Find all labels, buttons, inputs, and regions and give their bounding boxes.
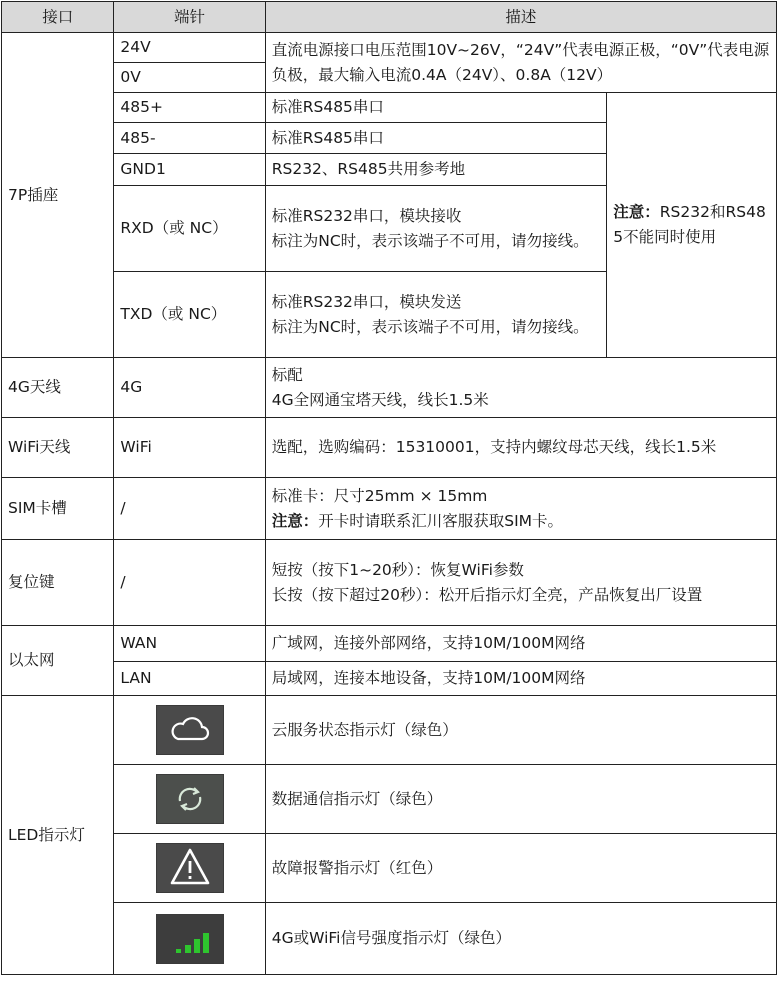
interface-7p: 7P插座 bbox=[2, 33, 114, 358]
pin-gnd1: GND1 bbox=[114, 154, 265, 186]
pin-reset: / bbox=[114, 540, 265, 626]
desc-wifi: 选配，选购编码：15310001，支持内螺纹母芯天线，线长1.5米 bbox=[265, 418, 776, 478]
table-row bbox=[2, 696, 777, 765]
sim-note-text: 开卡时请联系汇川客服获取SIM卡。 bbox=[318, 511, 564, 530]
desc-reset bbox=[265, 540, 776, 626]
pin-4g: 4G bbox=[114, 358, 265, 418]
desc-txd bbox=[265, 272, 607, 358]
led-warning-desc: 故障报警指示灯（红色） bbox=[265, 834, 776, 903]
desc-reset-line2: 长按（按下超过20秒）：松开后指示灯全亮，产品恢复出厂设置 bbox=[271, 585, 703, 604]
led-cloud-desc: 云服务状态指示灯（绿色） bbox=[265, 696, 776, 765]
table-row bbox=[2, 93, 777, 123]
interface-sim-slot: SIM卡槽 bbox=[2, 478, 114, 540]
desc-485-plus: 标准RS485串口 bbox=[265, 93, 607, 123]
warning-icon bbox=[156, 843, 224, 893]
table-header-row bbox=[2, 2, 777, 33]
table-row bbox=[2, 540, 777, 626]
desc-4g-line2: 4G全网通宝塔天线，线长1.5米 bbox=[271, 390, 489, 409]
desc-gnd1: RS232、RS485共用参考地 bbox=[265, 154, 607, 186]
table-row bbox=[2, 662, 777, 696]
note-text: RS232和RS485不能同时使用 bbox=[613, 203, 766, 246]
pin-485-minus: 485- bbox=[114, 123, 265, 154]
desc-4g-line1: 标配 bbox=[271, 365, 303, 384]
pin-wifi: WiFi bbox=[114, 418, 265, 478]
led-signal-cell bbox=[114, 903, 265, 975]
table-row bbox=[2, 903, 777, 975]
desc-txd-line1: 标准RS232串口，模块发送 bbox=[271, 292, 462, 311]
desc-rxd bbox=[265, 186, 607, 272]
header-description: 描述 bbox=[265, 2, 776, 33]
interface-wifi-antenna: WiFi天线 bbox=[2, 418, 114, 478]
interface-4g-antenna: 4G天线 bbox=[2, 358, 114, 418]
rs-note bbox=[607, 93, 777, 358]
desc-rxd-line1: 标准RS232串口，模块接收 bbox=[271, 206, 462, 225]
table-row bbox=[2, 626, 777, 662]
led-cloud-cell bbox=[114, 696, 265, 765]
desc-rxd-line2: 标注为NC时，表示该端子不可用，请勿接线。 bbox=[271, 231, 589, 250]
interface-led: LED指示灯 bbox=[2, 696, 114, 975]
led-sync-cell bbox=[114, 765, 265, 834]
sync-icon bbox=[156, 774, 224, 824]
desc-sim-line1: 标准卡：尺寸25mm × 15mm bbox=[271, 486, 488, 505]
interface-reset-key: 复位键 bbox=[2, 540, 114, 626]
header-interface: 接口 bbox=[2, 2, 114, 33]
pin-txd: TXD（或 NC） bbox=[114, 272, 265, 358]
desc-sim-line2 bbox=[272, 509, 770, 534]
desc-txd-line2: 标注为NC时，表示该端子不可用，请勿接线。 bbox=[271, 317, 589, 336]
pin-wan: WAN bbox=[114, 626, 265, 662]
desc-4g bbox=[265, 358, 776, 418]
cloud-icon bbox=[156, 705, 224, 755]
desc-485-minus: 标准RS485串口 bbox=[265, 123, 607, 154]
pin-24v: 24V bbox=[114, 33, 265, 63]
led-warning-cell bbox=[114, 834, 265, 903]
sim-note-label: 注意： bbox=[271, 511, 319, 530]
pin-sim: / bbox=[114, 478, 265, 540]
table-row bbox=[2, 358, 777, 418]
signal-bars-icon bbox=[156, 914, 224, 964]
interface-spec-table bbox=[1, 1, 777, 975]
header-pin: 端针 bbox=[114, 2, 265, 33]
note-label: 注意： bbox=[613, 203, 660, 222]
led-signal-desc: 4G或WiFi信号强度指示灯（绿色） bbox=[265, 903, 776, 975]
table-row bbox=[2, 478, 777, 540]
pin-0v: 0V bbox=[114, 63, 265, 93]
table-row bbox=[2, 834, 777, 903]
pin-rxd: RXD（或 NC） bbox=[114, 186, 265, 272]
table-row bbox=[2, 33, 777, 63]
desc-reset-line1: 短按（按下1~20秒）：恢复WiFi参数 bbox=[271, 560, 524, 579]
pin-485-plus: 485+ bbox=[114, 93, 265, 123]
desc-sim bbox=[265, 478, 776, 540]
power-description: 直流电源接口电压范围10V~26V，“24V”代表电源正极，“0V”代表电源负极，最大输入电流0.4A（24V）、0.8A（12V） bbox=[265, 33, 776, 93]
table-row bbox=[2, 418, 777, 478]
desc-lan: 局域网，连接本地设备，支持10M/100M网络 bbox=[265, 662, 776, 696]
table-row bbox=[2, 765, 777, 834]
pin-lan: LAN bbox=[114, 662, 265, 696]
led-sync-desc: 数据通信指示灯（绿色） bbox=[265, 765, 776, 834]
desc-wan: 广域网，连接外部网络，支持10M/100M网络 bbox=[265, 626, 776, 662]
interface-ethernet: 以太网 bbox=[2, 626, 114, 696]
